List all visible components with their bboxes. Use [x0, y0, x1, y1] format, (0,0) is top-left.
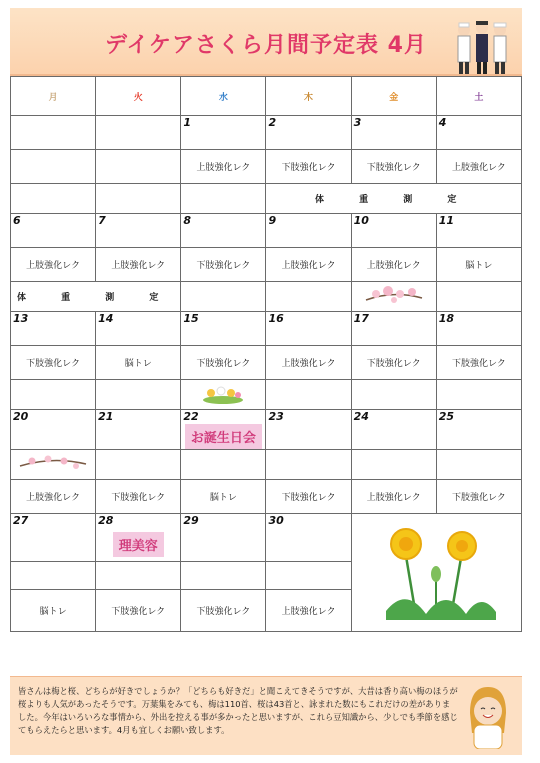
event-cell	[181, 562, 266, 590]
event-cell	[96, 562, 181, 590]
activity-cell: 上肢強化レク	[96, 248, 181, 282]
week-5-day-row	[11, 514, 522, 562]
event-cell	[351, 450, 436, 480]
day-number: 17	[353, 312, 369, 325]
calendar-cell	[351, 410, 436, 450]
day-number: 23	[268, 410, 284, 423]
week-3-activity-row	[11, 346, 522, 380]
week-4-day-row	[11, 410, 522, 450]
event-cell	[181, 450, 266, 480]
activity-cell: 下肢強化レク	[96, 590, 181, 632]
staff-illustration	[454, 16, 510, 74]
activity-cell: 下肢強化レク	[436, 346, 521, 380]
calendar-cell	[11, 514, 96, 562]
event-cell	[436, 450, 521, 480]
activity-cell: 脳トレ	[11, 590, 96, 632]
weekday-label: 火	[133, 92, 143, 103]
calendar-cell	[96, 116, 181, 150]
calendar-page	[10, 8, 522, 753]
event-cell	[96, 380, 181, 410]
activity-cell: 脳トレ	[96, 346, 181, 380]
footer-note-text: 皆さんは梅と桜、どちらが好きでしょうか？「どちらも好きだ」と聞こえてきそうですが、大昔は香り高い梅のほうが桜よりも人気があったそうです。万葉集をみても、梅は110首、桜は43首と、詠まれた数にもこれだけの差がありました。今年はいろいろな事情から、外出を控える事が多かったと思いますが、これら豆知識から、少しでも季節を感じてもらえたらと思います。4月も宜しくお願い致します。	[18, 686, 458, 735]
activity-cell: 上肢強化レク	[351, 480, 436, 514]
calendar-cell	[266, 214, 351, 248]
event-cell	[436, 380, 521, 410]
weekday-tue	[96, 77, 181, 116]
activity-cell: 下肢強化レク	[181, 590, 266, 632]
week-1-activity-row	[11, 150, 522, 184]
plum-branch-illustration	[18, 452, 88, 474]
activity-cell	[96, 150, 181, 184]
day-number: 8	[183, 214, 191, 227]
calendar-cell	[266, 514, 351, 562]
activity-cell: 上肢強化レク	[436, 150, 521, 184]
day-number: 21	[98, 410, 114, 423]
footer-note-panel	[10, 676, 522, 755]
day-number: 7	[98, 214, 106, 227]
activity-cell: 脳トレ	[181, 480, 266, 514]
week-3-day-row	[11, 312, 522, 346]
activity-cell: 上肢強化レク	[181, 150, 266, 184]
day-number: 16	[268, 312, 284, 325]
weekday-sat	[436, 77, 521, 116]
flower-bed-illustration	[201, 382, 245, 404]
activity-cell: 下肢強化レク	[436, 480, 521, 514]
week-2-day-row	[11, 214, 522, 248]
weekday-wed	[181, 77, 266, 116]
day-number: 10	[353, 214, 369, 227]
day-number: 4	[438, 116, 447, 129]
day-number: 25	[438, 410, 455, 423]
event-cell	[11, 562, 96, 590]
calendar-cell	[181, 514, 266, 562]
week-3-event-row	[11, 380, 522, 410]
activity-cell: 上肢強化レク	[266, 248, 351, 282]
activity-cell: 下肢強化レク	[11, 346, 96, 380]
calendar-cell	[436, 410, 521, 450]
day-number: 2	[268, 116, 277, 129]
activity-cell	[11, 150, 96, 184]
weekday-thu	[266, 77, 351, 116]
event-cell	[181, 184, 266, 214]
day-number: 14	[98, 312, 114, 325]
barber-service-event: 理美容	[113, 532, 164, 557]
calendar-cell	[11, 410, 96, 450]
week-1-day-row	[11, 116, 522, 150]
calendar-cell	[266, 410, 351, 450]
activity-cell: 上肢強化レク	[266, 346, 351, 380]
event-cell	[266, 380, 351, 410]
day-number: 9	[268, 214, 277, 227]
header-banner	[10, 8, 522, 76]
calendar-cell	[96, 514, 181, 562]
activity-cell: 上肢強化レク	[266, 590, 351, 632]
week-1-event-row	[11, 184, 522, 214]
day-number: 30	[268, 514, 284, 527]
page-title: デイケアさくら月間予定表 4月	[105, 33, 427, 58]
calendar-cell	[436, 214, 521, 248]
calendar-cell	[96, 214, 181, 248]
calendar-cell	[266, 116, 351, 150]
day-number: 22	[183, 410, 199, 423]
dandelion-illustration	[366, 516, 506, 626]
weekday-label: 月	[48, 92, 58, 103]
day-number: 28	[98, 514, 114, 527]
day-number: 6	[13, 214, 21, 227]
week-2-activity-row	[11, 248, 522, 282]
activity-cell: 下肢強化レク	[181, 248, 266, 282]
calendar-cell	[351, 312, 436, 346]
calendar-cell	[11, 312, 96, 346]
calendar-cell	[11, 116, 96, 150]
activity-cell: 下肢強化レク	[351, 150, 436, 184]
day-number: 18	[438, 312, 455, 325]
dandelion-cell	[351, 514, 521, 632]
event-cell	[436, 282, 521, 312]
calendar-cell	[181, 214, 266, 248]
schedule-calendar	[10, 76, 522, 632]
day-number: 11	[438, 214, 455, 227]
calendar-cell	[11, 214, 96, 248]
weight-measurement-event: 体 重 測 定	[11, 282, 181, 312]
day-number: 3	[353, 116, 362, 129]
event-cell	[351, 380, 436, 410]
activity-cell: 下肢強化レク	[266, 150, 351, 184]
calendar-cell	[436, 116, 521, 150]
weekday-label: 土	[474, 92, 484, 103]
calendar-cell	[96, 312, 181, 346]
activity-cell: 上肢強化レク	[11, 248, 96, 282]
weekday-label: 金	[389, 92, 399, 103]
cherry-blossom-illustration	[364, 282, 424, 308]
event-cell	[96, 184, 181, 214]
day-number: 24	[353, 410, 369, 423]
weekday-label: 水	[218, 92, 228, 103]
event-cell	[181, 380, 266, 410]
event-cell	[181, 282, 266, 312]
calendar-cell	[351, 214, 436, 248]
event-cell	[11, 450, 96, 480]
activity-cell: 下肢強化レク	[266, 480, 351, 514]
weekday-fri	[351, 77, 436, 116]
week-2-event-row	[11, 282, 522, 312]
week-4-activity-row	[11, 480, 522, 514]
event-cell	[266, 282, 351, 312]
event-cell	[351, 282, 436, 312]
calendar-cell	[96, 410, 181, 450]
weekday-mon	[11, 77, 96, 116]
day-number: 13	[13, 312, 29, 325]
day-number: 15	[183, 312, 199, 325]
activity-cell: 下肢強化レク	[351, 346, 436, 380]
activity-cell: 上肢強化レク	[11, 480, 96, 514]
day-number: 29	[183, 514, 199, 527]
activity-cell: 下肢強化レク	[181, 346, 266, 380]
activity-cell: 脳トレ	[436, 248, 521, 282]
event-cell	[96, 450, 181, 480]
weekday-label: 木	[304, 92, 314, 103]
event-cell	[266, 562, 351, 590]
day-number: 27	[13, 514, 29, 527]
calendar-cell	[351, 116, 436, 150]
calendar-cell	[266, 312, 351, 346]
calendar-grid	[10, 76, 522, 632]
calendar-cell	[181, 116, 266, 150]
event-cell	[11, 184, 96, 214]
weight-measurement-event: 体 重 測 定	[266, 184, 522, 214]
event-cell	[11, 380, 96, 410]
activity-cell: 上肢強化レク	[351, 248, 436, 282]
weekday-header-row	[11, 77, 522, 116]
birthday-party-event: お誕生日会	[185, 424, 262, 449]
event-cell	[266, 450, 351, 480]
day-number: 1	[183, 116, 191, 129]
calendar-cell	[436, 312, 521, 346]
activity-cell: 下肢強化レク	[96, 480, 181, 514]
calendar-cell	[181, 312, 266, 346]
week-4-branch-row	[11, 450, 522, 480]
smiling-girl-illustration	[464, 683, 512, 749]
calendar-cell	[181, 410, 266, 450]
day-number: 20	[13, 410, 29, 423]
